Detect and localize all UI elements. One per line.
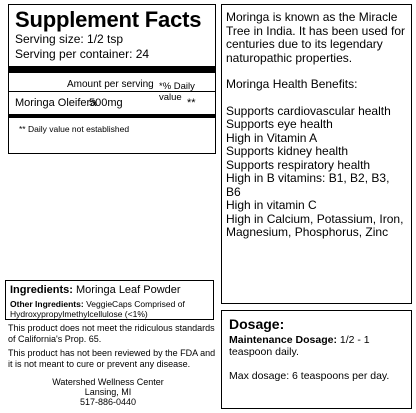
- benefit-item: High in vitamin C: [226, 198, 317, 212]
- other-ingredients-value: VeggieCaps Comprised of Hydroxypropylmethylcellulose (<1%): [10, 299, 185, 319]
- daily-value-header: *% Daily value: [159, 81, 195, 103]
- fda-disclaimer: This product has not been reviewed by the FDA and it is not meant to cure or prevent any disease.: [8, 348, 216, 369]
- company-city: Lansing, MI: [84, 387, 132, 397]
- description-box: [221, 4, 412, 304]
- benefit-item: Supports eye health: [226, 117, 333, 131]
- max-dosage: Max dosage: 6 teaspoons per day.: [229, 370, 390, 382]
- supplement-facts-panel: [8, 4, 216, 154]
- other-ingredients-label: Other Ingredients:: [10, 299, 84, 309]
- company-name: Watershed Wellness Center: [52, 377, 164, 387]
- servings-per-container: Serving per container: 24: [15, 47, 150, 61]
- ingredient-amount: 500mg: [89, 97, 123, 109]
- other-ingredients-line: [10, 299, 213, 319]
- benefit-item: Supports respiratory health: [226, 157, 371, 172]
- benefits-title: Moringa Health Benefits:: [226, 77, 358, 91]
- ingredients-box: [5, 280, 214, 320]
- maintenance-dosage-label: Maintenance Dosage:: [229, 334, 337, 346]
- ingredients-label: Ingredients:: [10, 284, 73, 296]
- amount-per-serving-label: Amount per serving: [67, 79, 154, 90]
- ingredients-line: [10, 284, 213, 297]
- dosage-title: Dosage:: [229, 316, 285, 332]
- thick-divider: [9, 66, 215, 73]
- ingredient-row: [9, 92, 215, 114]
- facts-title: Supplement Facts: [15, 7, 202, 32]
- prop65-note: This product does not meet the ridiculous standards of California's Prop. 65.: [8, 323, 215, 344]
- description-intro: Moringa is known as the Miracle Tree in India. It has been used for centuries due to its legendary naturopathic properties.: [226, 10, 405, 65]
- ingredients-value: Moringa Leaf Powder: [76, 284, 181, 296]
- ingredient-daily-value: **: [187, 97, 196, 109]
- benefit-item: High in B vitamins: B1, B2, B3, B6: [226, 171, 390, 199]
- maintenance-dosage: [229, 334, 411, 358]
- dosage-box: [221, 310, 412, 409]
- facts-footnote: ** Daily value not established: [19, 124, 130, 134]
- benefit-item: Supports cardiovascular health: [226, 103, 391, 118]
- serving-size: Serving size: 1/2 tsp: [15, 32, 124, 46]
- benefit-item: Supports kidney health: [226, 144, 349, 158]
- benefit-item: High in Vitamin A: [226, 130, 318, 145]
- maintenance-dosage-value: 1/2 - 1 teaspoon daily.: [229, 334, 370, 358]
- benefit-item: High in Calcium, Potassium, Iron, Magnesium, Phosphorus, Zinc: [226, 211, 404, 239]
- company-phone: 517-886-0440: [79, 397, 137, 407]
- ingredient-name: Moringa Oleifera: [15, 97, 97, 109]
- company-address: [8, 377, 208, 407]
